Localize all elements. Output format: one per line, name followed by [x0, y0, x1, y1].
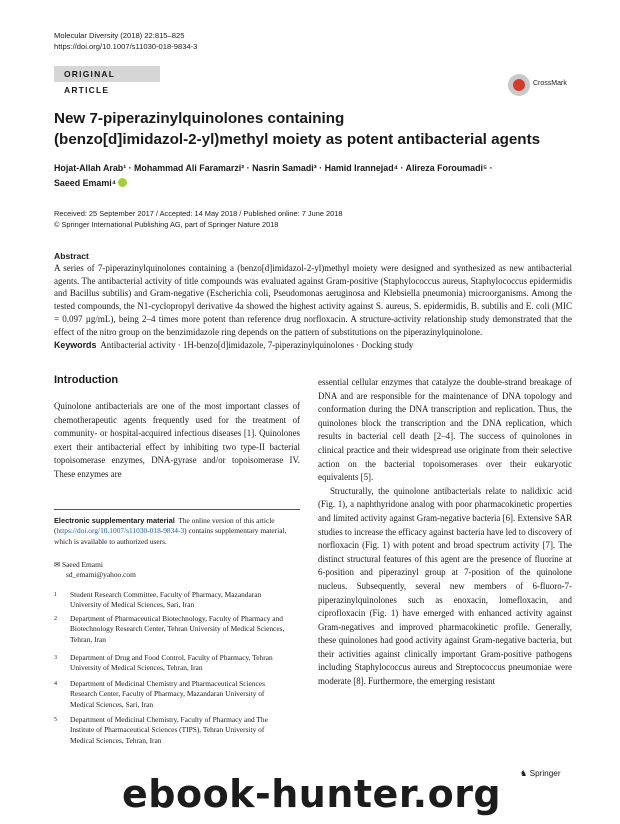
intro-paragraph-2: essential cellular enzymes that catalyze the double-strand breakage of DNA and are responsible for the maintenance of DNA topology and conformation during the DNA transcription and replication. Thus, the quinolones block the transcription and the DNA replication, which results in bacterial cell death [2–4]. The success of quinolones in clinical practice and their widespread use originate from their selective action on the bacterial topoisomerases over their eukaryotic equivalents [5]. — [318, 377, 572, 483]
abstract-body: A series of 7-piperazinylquinolones containing a (benzo[d]imidazol-2-yl)methyl moiety were designed and synthesized as new antibacterial agents. The antibacterial activity of title compounds was evaluated against Gram-positive (Staphylococcus aureus, Staphylococcus epidermidis and Bacillus subtilis) and Gram-negative (Escherichia coli, Pseudomonas aeruginosa and Klebsiella pneumonia) microorganisms. Among the tested compounds, the N1-cyclopropyl derivative 4a showed the highest activity against S. aureus, S. epidermidis, B. subtilis and E. coli (MIC = 0.097 µg/mL), being 2–4 times more potent than reference drug norfloxacin. A structure-activity relationship study demonstrated that the effect of the nitro group on the benzimidazole ring depends on the pattern of substitutions on the piperazinylquinolone. — [54, 263, 572, 337]
crossmark-icon — [508, 74, 530, 96]
article-title — [54, 108, 574, 150]
affiliation-number: 1 — [54, 592, 57, 598]
authors-line-1: Hojat-Allah Arab¹ · Mohammad Ali Faramarzi² · Nasrin Samadi³ · Hamid Irannejad⁴ · Alireza Foroumadi⁵ · — [54, 163, 493, 173]
corresponding-author — [54, 560, 300, 581]
keywords-label: Keywords — [54, 340, 97, 350]
author-list — [54, 161, 574, 190]
crossmark-badge[interactable] — [508, 74, 576, 98]
publisher-logo — [520, 768, 561, 778]
journal-header — [54, 30, 197, 52]
journal-citation: Molecular Diversity (2018) 22:815–825 — [54, 31, 185, 40]
right-column — [318, 376, 572, 689]
affiliation-text: Department of Pharmaceutical Biotechnology, Faculty of Pharmacy and Biotechnology Research Center, Tehran University of Medical Sciences, Tehran, Iran — [70, 614, 285, 644]
article-type-label: ORIGINAL ARTICLE — [54, 66, 160, 82]
keywords-text: Antibacterial activity · 1H-benzo[d]imidazole, 7-piperazinylquinolones · Docking study — [100, 340, 414, 350]
supplementary-note — [54, 516, 300, 547]
intro-paragraph-3: Structurally, the quinolone antibacterials relate to nalidixic acid (Fig. 1), a naphthyridone analog with poor pharmacokinetic properties and limited activity against Gram-negative bacteria [6]. Extensive SAR studies to increase the efficacy against bacteria have led to discovery of norfloxacin (Fig. 1) with potent and broad spectrum activity [7]. The distinct structural features of this agent are the presence of fluorine at 6-position and piperazinyl group at 7-position of the quinolone nucleus. Subsequently, several new members of 6-fluoro-7-piperazinylquinolones such as enoxacin, lomefloxacin, and ciprofloxacin (Fig. 1) have emerged with enhanced activity against Gram-negatives and improved pharmacokinetic profile. Generally, these quinolones had good activity against Gram-negative bacteria, but their activities against clinically important Gram-positive pathogens including Staphylococcus aureus and Streptococcus pneumoniae were moderate [8]. Furthermore, the emerging resistant — [318, 485, 572, 687]
title-line-1: New 7-piperazinylquinolones containing — [54, 110, 345, 127]
affiliation-text: Department of Drug and Food Control, Faculty of Pharmacy, Tehran University of Medical Sciences, Tehran, Iran — [70, 653, 273, 673]
corresponding-name: ✉ Saeed Emami — [54, 560, 103, 569]
intro-paragraph-1: Quinolone antibacterials are one of the most important classes of chemotherapeutic agents frequently used for the treatment of community- or hospital-acquired infectious diseases [1]. Quinolones exert their antibacterial effect by inhibiting two type-II bacterial topoisomerase enzymes, DNA-gyrase and/or topoisomerase IV. These enzymes are — [54, 401, 300, 479]
affiliation-number: 3 — [54, 655, 57, 661]
doi-link[interactable]: https://doi.org/10.1007/s11030-018-9834-3 — [54, 42, 198, 51]
publisher-name: Springer — [529, 769, 561, 778]
copyright-line: © Springer International Publishing AG, part of Springer Nature 2018 — [54, 219, 279, 229]
watermark: ebook-hunter.org — [122, 772, 502, 816]
esm-link[interactable]: https://doi.org/10.1007/s11030-018-9834-3 — [56, 526, 185, 536]
esm-text-b: ) contains supplementary material, which is available to authorized users. — [54, 526, 287, 546]
corresponding-email[interactable]: sd_emami@yahoo.com — [66, 570, 136, 580]
left-column — [54, 400, 300, 482]
authors-line-2: Saeed Emami⁴ — [54, 177, 117, 188]
affiliation-5 — [54, 715, 290, 746]
affiliation-1 — [54, 590, 290, 611]
orcid-icon[interactable] — [118, 178, 127, 187]
affiliation-3 — [54, 653, 290, 674]
crossmark-label: CrossMark — [533, 80, 567, 87]
esm-text-a: The online version of this article ( — [54, 516, 275, 536]
dates-line: Received: 25 September 2017 / Accepted: 14 May 2018 / Published online: 7 June 2018 — [54, 209, 343, 218]
affiliation-4 — [54, 679, 290, 710]
keywords — [54, 339, 572, 351]
title-line-2: (benzo[d]imidazol-2-yl)methyl moiety as potent antibacterial agents — [54, 131, 541, 148]
affiliation-2 — [54, 614, 290, 645]
esm-label: Electronic supplementary material — [54, 516, 175, 525]
affiliation-number: 4 — [54, 681, 57, 687]
introduction-heading: Introduction — [54, 374, 119, 386]
abstract-heading: Abstract — [54, 251, 89, 261]
affiliation-number: 2 — [54, 616, 57, 622]
springer-horse-icon: ♞ — [520, 769, 528, 778]
affiliation-text: Student Research Committee, Faculty of Pharmacy, Mazandaran University of Medical Sciences, Sari, Iran — [70, 590, 262, 610]
footnote-divider — [54, 509, 300, 510]
publication-dates — [54, 209, 574, 230]
affiliation-number: 5 — [54, 717, 57, 723]
affiliation-text: Department of Medicinal Chemistry, Faculty of Pharmacy and The Institute of Pharmaceutical Sciences (TIPS), Tehran University of Medical Sciences, Tehran, Iran — [70, 715, 268, 745]
affiliation-text: Department of Medicinal Chemistry and Pharmaceutical Sciences Research Center, Faculty of Pharmacy, Mazandaran University of Medical Sciences, Sari, Iran — [70, 679, 265, 709]
